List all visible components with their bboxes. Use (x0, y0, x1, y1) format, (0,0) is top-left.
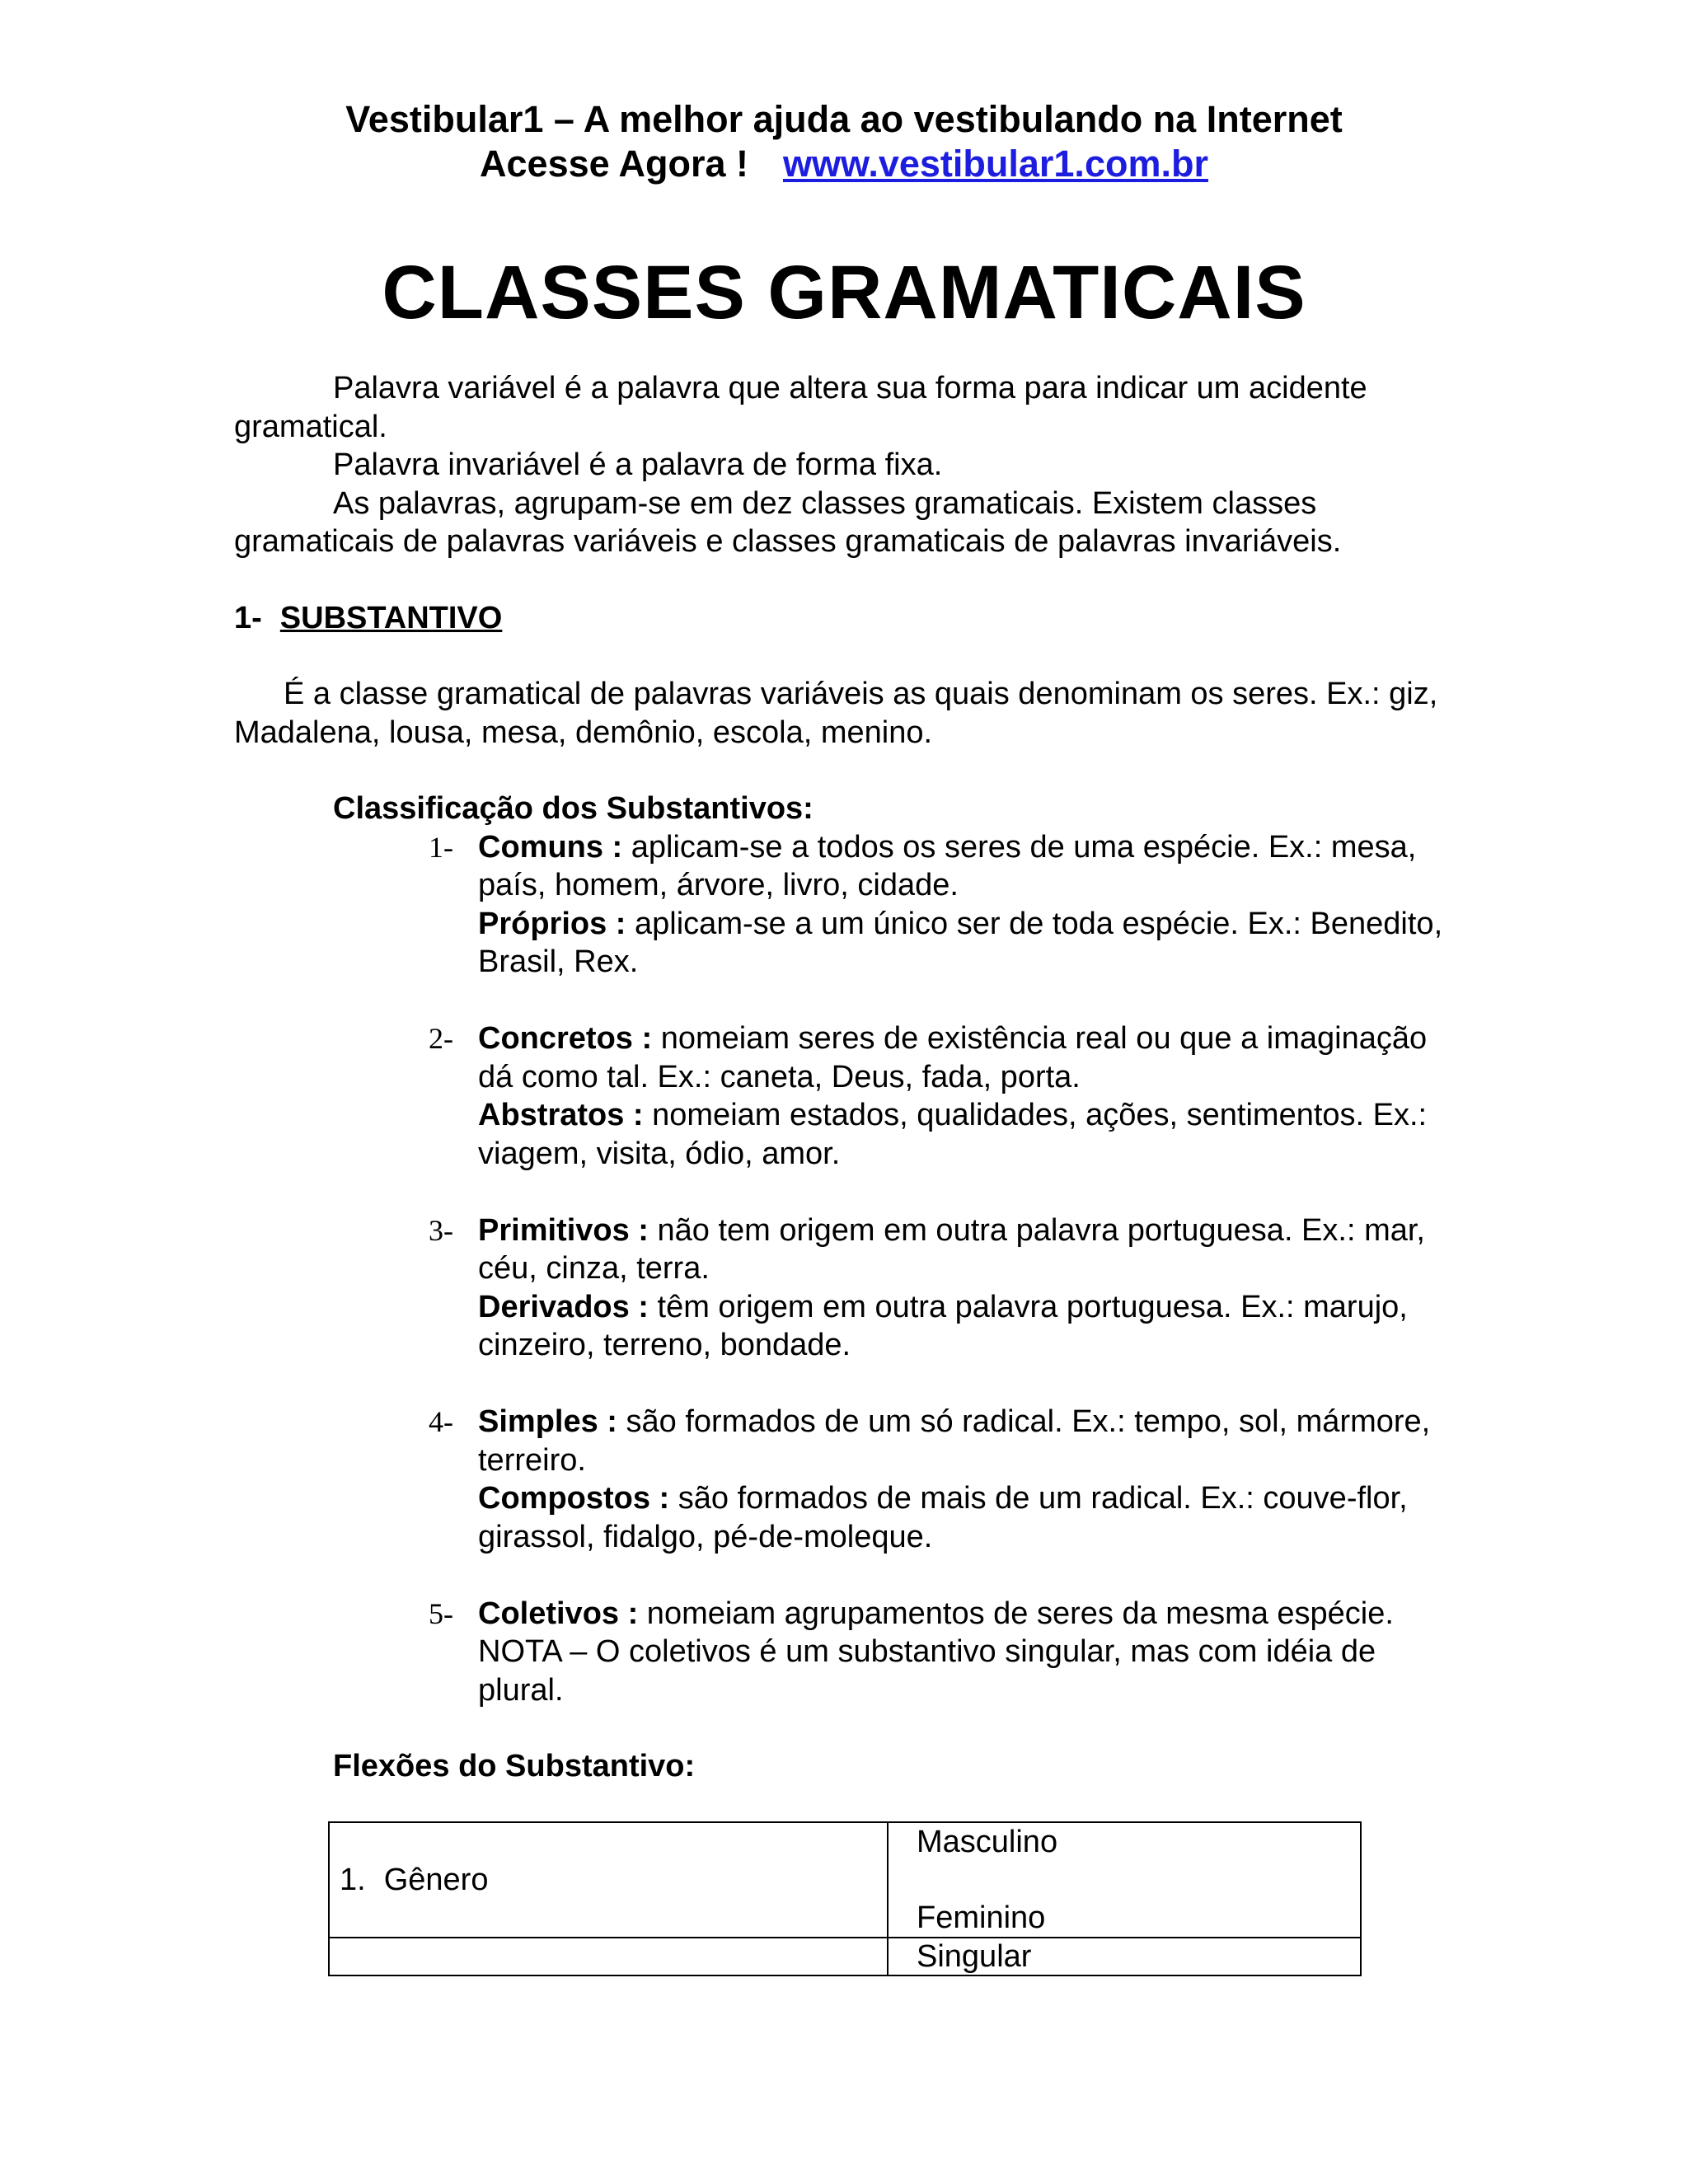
table-cell (888, 1938, 1361, 1975)
list-item-text (478, 828, 1454, 905)
section-name: SUBSTANTIVO (279, 600, 503, 635)
section-heading (234, 599, 1454, 638)
list-item (429, 828, 1454, 982)
list-item-text (478, 905, 1454, 982)
term: Simples : (478, 1404, 617, 1439)
table-cell (329, 1822, 888, 1938)
header-tagline: Vestibular1 – A melhor ajuda ao vestibulando na Internet (345, 98, 1343, 140)
table-cell (888, 1822, 1361, 1938)
list-item-text (478, 1212, 1454, 1288)
list-marker: 1- (429, 830, 453, 864)
term: Compostos : (478, 1481, 670, 1516)
definition: nomeiam estados, qualidades, ações, sentimentos. Ex.: viagem, visita, ódio, amor. (478, 1098, 1428, 1171)
row-number: 1. (340, 1862, 366, 1897)
table-cell (329, 1938, 888, 1975)
definition: têm origem em outra palavra portuguesa. Ex.: marujo, cinzeiro, terreno, bondade. (478, 1289, 1408, 1362)
term: Coletivos : (478, 1596, 639, 1631)
list-item-text (478, 1096, 1454, 1173)
classificacao-heading: Classificação dos Substantivos: (333, 791, 814, 826)
term: Comuns : (478, 829, 623, 865)
row-label: Gênero (383, 1862, 489, 1897)
term: Concretos : (478, 1021, 653, 1056)
list-item-text (478, 1019, 1454, 1096)
site-link[interactable]: www.vestibular1.com.br (782, 143, 1208, 185)
definition: não tem origem em outra palavra portuguesa. Ex.: mar, céu, cinza, terra. (478, 1212, 1425, 1286)
document-body (234, 369, 1454, 1786)
header-cta-line (0, 142, 1688, 186)
term: Primitivos : (478, 1212, 649, 1248)
paragraph-palavra-invariavel: Palavra invariável é a palavra de forma fixa. (333, 448, 943, 482)
term: Próprios : (478, 906, 626, 941)
flexoes-table (328, 1821, 1362, 1976)
list-marker: 3- (429, 1213, 453, 1247)
list-item (429, 1019, 1454, 1173)
definition: aplicam-se a todos os seres de uma espécie. Ex.: mesa, país, homem, árvore, livro, cidade. (478, 829, 1417, 902)
list-item-text (478, 1288, 1454, 1365)
definition: aplicam-se a um único ser de toda espécie. Ex.: Benedito, Brasil, Rex. (478, 906, 1443, 979)
paragraph-classes: As palavras, agrupam-se em dez classes gramaticais. Existem classes gramaticais de palavras variáveis e classes gramaticais de palavras invariáveis. (234, 485, 1342, 559)
table-row (329, 1938, 1361, 1975)
list-item-text (478, 1595, 1454, 1710)
section-intro: É a classe gramatical de palavras variáveis as quais denominam os seres. Ex.: giz, Madalena, lousa, mesa, demônio, escola, menino. (234, 677, 1438, 750)
page-title: CLASSES GRAMATICAIS (382, 251, 1306, 335)
cell-value: Singular (917, 1939, 1032, 1974)
list-marker: 2- (429, 1022, 453, 1055)
list-marker: 4- (429, 1405, 453, 1438)
cell-value: Feminino (917, 1900, 1046, 1935)
list-item-text (478, 1479, 1454, 1556)
cell-value: Masculino (917, 1825, 1058, 1859)
definition: são formados de um só radical. Ex.: tempo, sol, mármore, terreiro. (478, 1404, 1431, 1478)
paragraph-palavra-variavel: Palavra variável é a palavra que altera sua forma para indicar um acidente gramatical. (234, 371, 1367, 444)
cell-spacer (917, 1861, 1360, 1899)
definition: nomeiam agrupamentos de seres da mesma espécie. NOTA – O coletivos é um substantivo singular, mas com idéia de plural. (478, 1596, 1394, 1708)
table-row (329, 1822, 1361, 1938)
list-item (429, 1403, 1454, 1556)
flexoes-heading: Flexões do Substantivo: (333, 1749, 696, 1783)
classificacao-list (429, 828, 1454, 1710)
definition: nomeiam seres de existência real ou que a imaginação dá como tal. Ex.: caneta, Deus, fada, porta. (478, 1021, 1428, 1094)
term: Abstratos : (478, 1098, 644, 1132)
definition: são formados de mais de um radical. Ex.: couve-flor, girassol, fidalgo, pé-de-moleque. (478, 1481, 1408, 1554)
header-cta-text: Acesse Agora ! (480, 143, 748, 185)
list-marker: 5- (429, 1596, 453, 1630)
list-item-text (478, 1403, 1454, 1479)
list-item (429, 1595, 1454, 1710)
list-item (429, 1212, 1454, 1365)
section-number: 1- (234, 600, 262, 635)
page-header (0, 97, 1688, 186)
term: Derivados : (478, 1289, 649, 1324)
